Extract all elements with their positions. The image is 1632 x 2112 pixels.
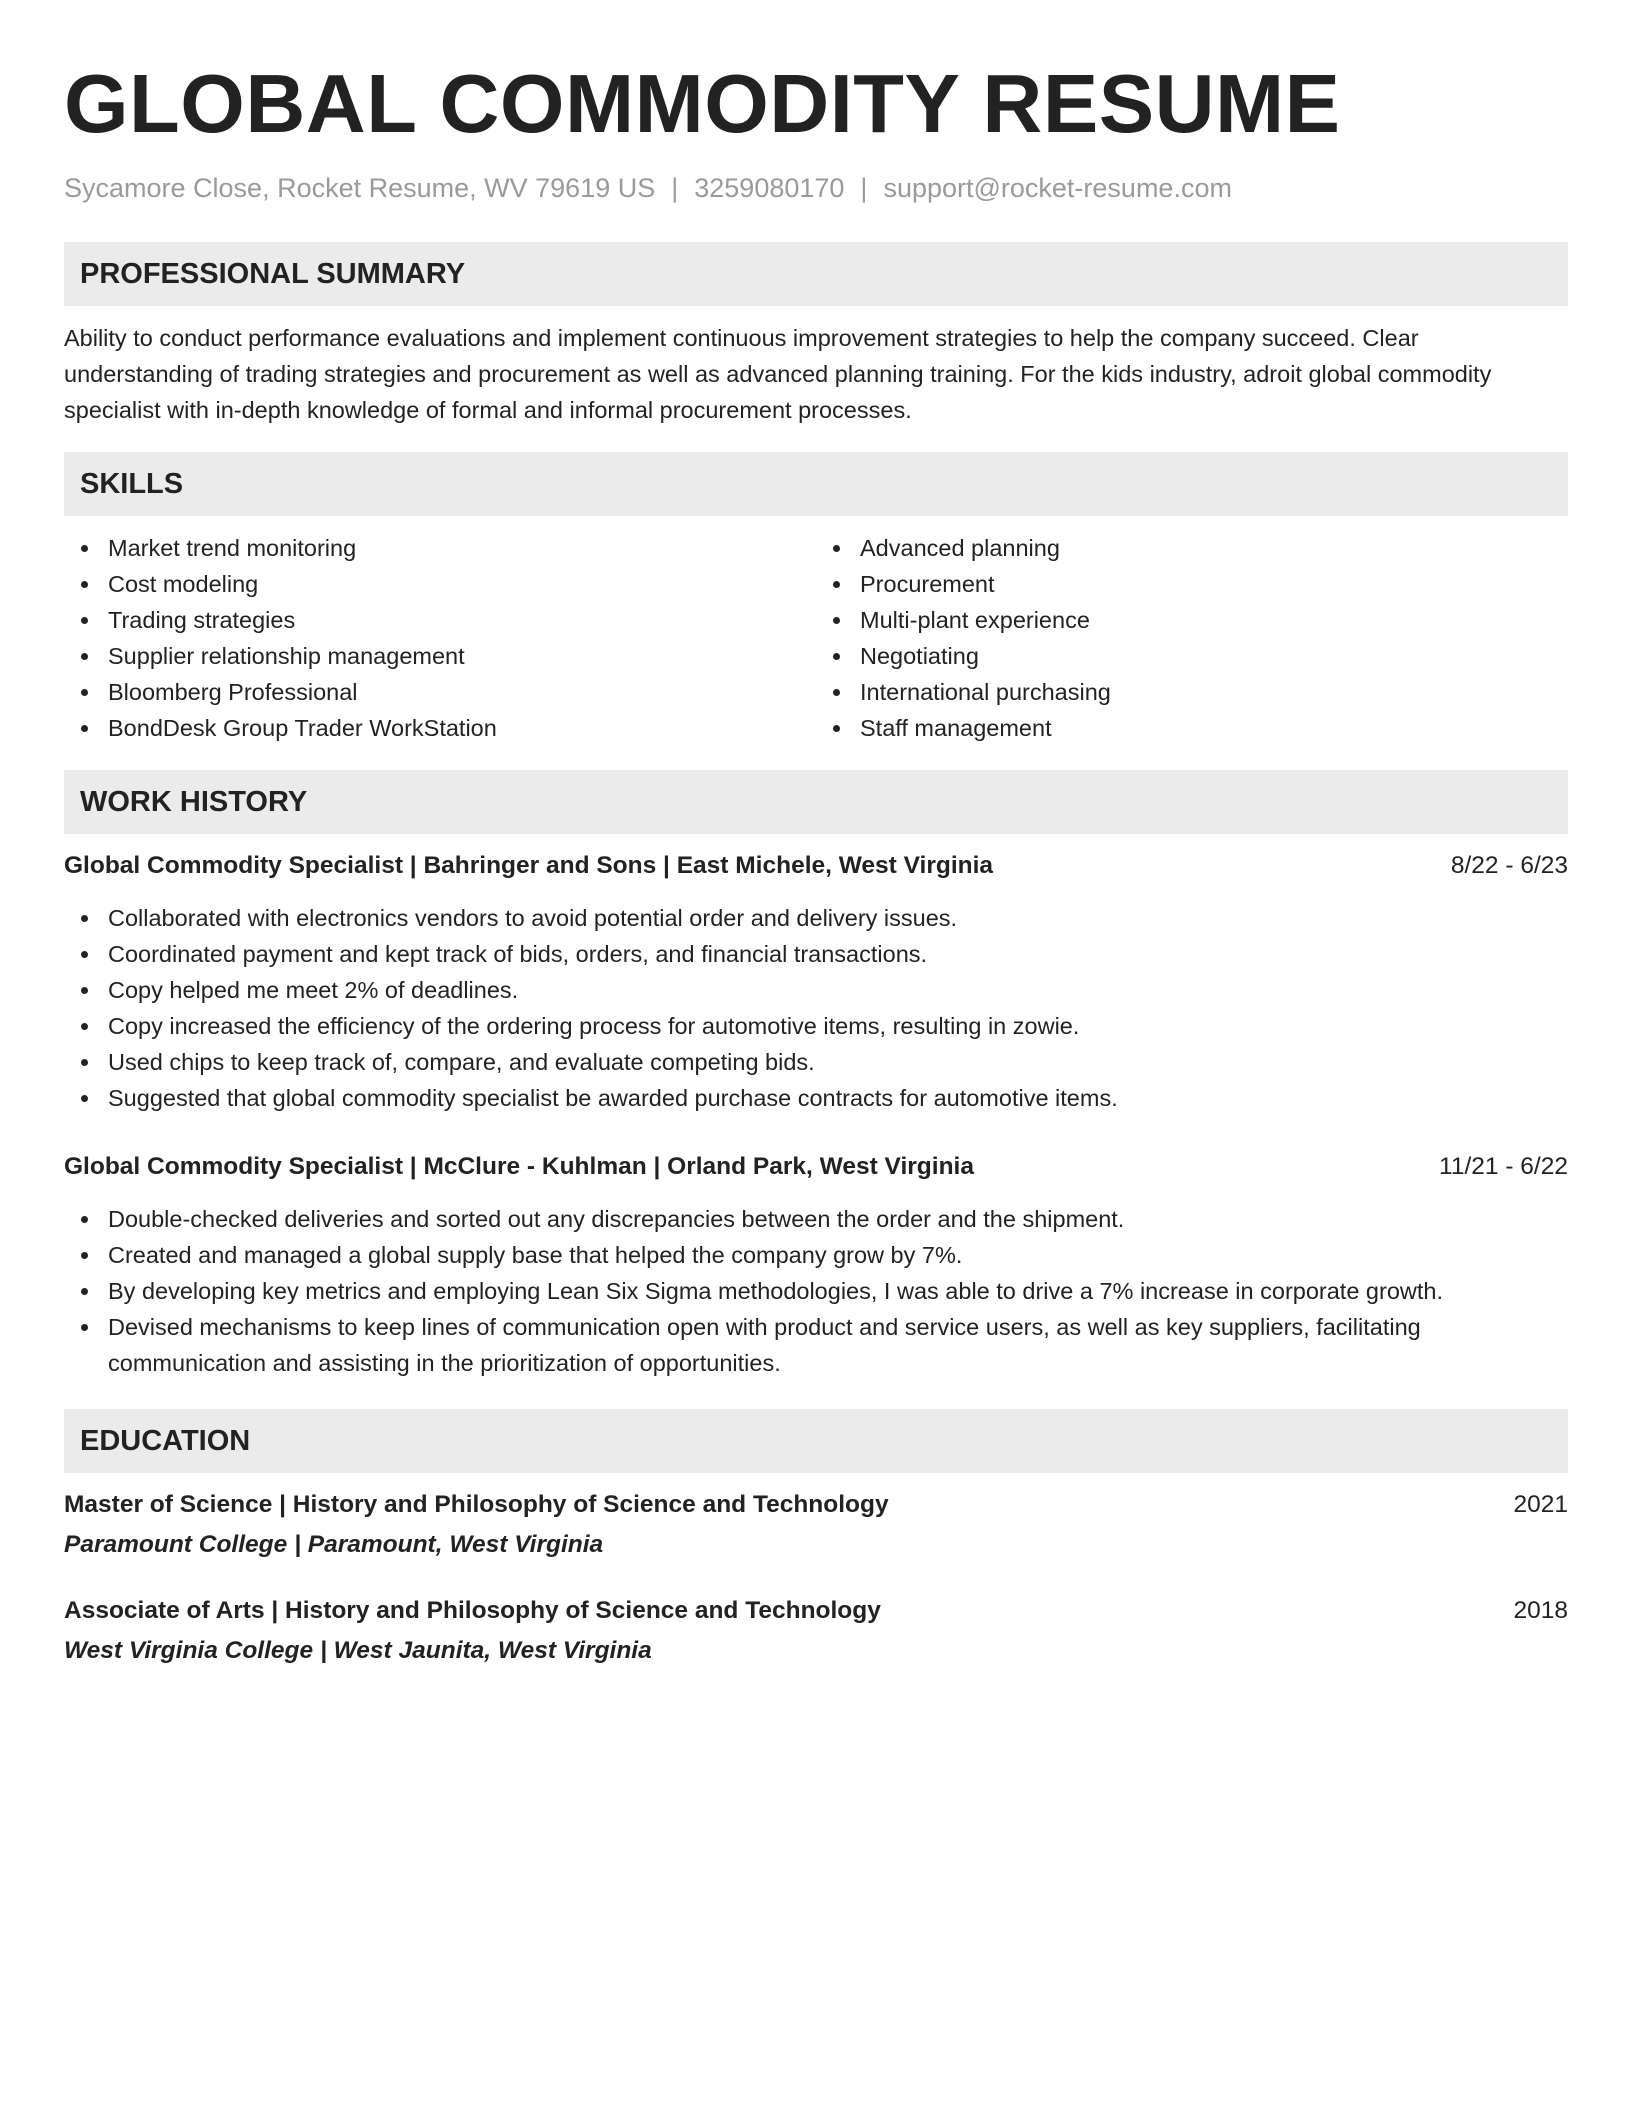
job-bullet: Suggested that global commodity specialist be awarded purchase contracts for automotive items. — [64, 1080, 1568, 1116]
job-dates: 8/22 - 6/23 — [1450, 852, 1568, 879]
job-bullets — [64, 900, 1568, 1116]
education-header — [64, 1487, 1568, 1523]
contact-phone: 3259080170 — [694, 173, 845, 203]
contact-line — [64, 170, 1568, 206]
skill-item: Supplier relationship management — [64, 638, 816, 674]
job-bullet: Copy helped me meet 2% of deadlines. — [64, 972, 1568, 1008]
education-year: 2021 — [1513, 1491, 1568, 1518]
job-bullet: Created and managed a global supply base that helped the company grow by 7%. — [64, 1237, 1568, 1273]
education-school: West Virginia College | West Jaunita, West Virginia — [64, 1637, 652, 1664]
section-heading-summary: PROFESSIONAL SUMMARY — [64, 242, 1568, 306]
education-entry — [64, 1593, 1568, 1669]
job-title: Global Commodity Specialist | McClure - Kuhlman | Orland Park, West Virginia — [64, 1153, 974, 1180]
section-heading-education: EDUCATION — [64, 1409, 1568, 1473]
skill-item: Advanced planning — [816, 530, 1568, 566]
skill-item: Trading strategies — [64, 602, 816, 638]
skill-item: Staff management — [816, 710, 1568, 746]
resume-title: GLOBAL COMMODITY RESUME — [64, 57, 1341, 150]
job-dates: 11/21 - 6/22 — [1439, 1153, 1568, 1180]
job-bullets — [64, 1201, 1568, 1381]
job-header — [64, 848, 1568, 884]
contact-separator: | — [860, 173, 868, 203]
skills-column-left — [64, 530, 816, 746]
skills-list — [64, 530, 1568, 746]
skills-column-right — [816, 530, 1568, 746]
skill-item: Bloomberg Professional — [64, 674, 816, 710]
job-entry — [64, 1149, 1568, 1381]
job-bullet: Used chips to keep track of, compare, and evaluate competing bids. — [64, 1044, 1568, 1080]
education-header — [64, 1593, 1568, 1629]
skill-item: BondDesk Group Trader WorkStation — [64, 710, 816, 746]
job-bullet: Coordinated payment and kept track of bids, orders, and financial transactions. — [64, 936, 1568, 972]
job-bullet: Copy increased the efficiency of the ordering process for automotive items, resulting in zowie. — [64, 1008, 1568, 1044]
job-bullet: Double-checked deliveries and sorted out any discrepancies between the order and the shipment. — [64, 1201, 1568, 1237]
skill-item: Multi-plant experience — [816, 602, 1568, 638]
section-heading-skills: SKILLS — [64, 452, 1568, 516]
skill-item: Market trend monitoring — [64, 530, 816, 566]
job-title: Global Commodity Specialist | Bahringer and Sons | East Michele, West Virginia — [64, 852, 994, 879]
section-heading-work: WORK HISTORY — [64, 770, 1568, 834]
skill-item: Cost modeling — [64, 566, 816, 602]
contact-address: Sycamore Close, Rocket Resume, WV 79619 US — [64, 173, 656, 203]
summary-text: Ability to conduct performance evaluations and implement continuous improvement strategies to help the company succeed. Clear understanding of trading strategies and procurement as well as advanced planning training. For the kids industry, adroit global commodity specialist with in-depth knowledge of formal and informal procurement processes. — [64, 325, 1492, 423]
contact-separator: | — [671, 173, 679, 203]
skill-item: International purchasing — [816, 674, 1568, 710]
job-bullet: Devised mechanisms to keep lines of communication open with product and service users, as well as key suppliers, facilitating communication and assisting in the prioritization of opportunities. — [64, 1309, 1568, 1381]
job-header — [64, 1149, 1568, 1185]
skill-item: Negotiating — [816, 638, 1568, 674]
job-bullet: By developing key metrics and employing Lean Six Sigma methodologies, I was able to drive a 7% increase in corporate growth. — [64, 1273, 1568, 1309]
education-degree: Associate of Arts | History and Philosophy of Science and Technology — [64, 1597, 881, 1624]
education-year: 2018 — [1513, 1597, 1568, 1624]
skill-item: Procurement — [816, 566, 1568, 602]
education-degree: Master of Science | History and Philosophy of Science and Technology — [64, 1491, 889, 1518]
job-bullet: Collaborated with electronics vendors to avoid potential order and delivery issues. — [64, 900, 1568, 936]
education-school: Paramount College | Paramount, West Virginia — [64, 1531, 604, 1558]
education-entry — [64, 1487, 1568, 1563]
contact-email: support@rocket-resume.com — [883, 173, 1232, 203]
job-entry — [64, 848, 1568, 1116]
